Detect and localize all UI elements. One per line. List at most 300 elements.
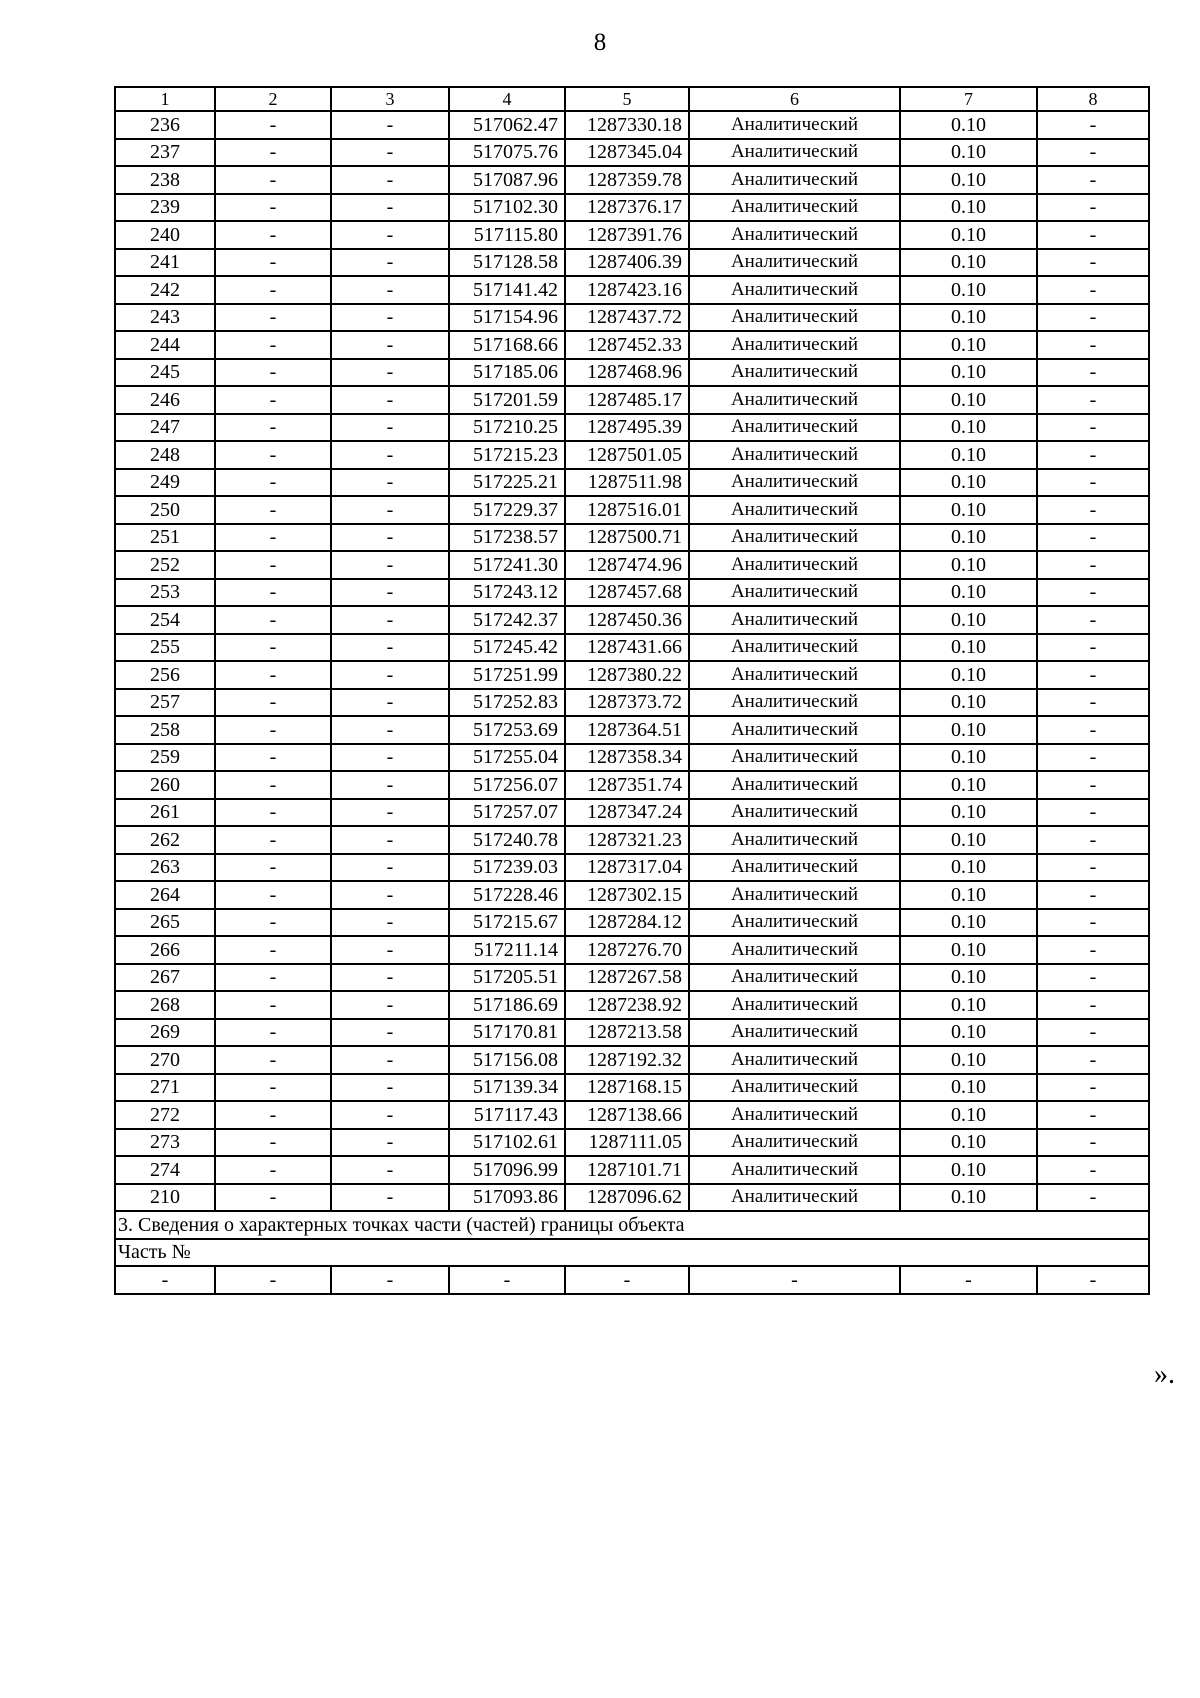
table-cell-x-coordinate: 517215.67 [449, 909, 565, 937]
table-cell-method: Аналитический [689, 414, 900, 442]
table-cell-x-coordinate: 517215.23 [449, 441, 565, 469]
section3-title-row [115, 1211, 1149, 1239]
table-cell-point-number: 261 [115, 799, 215, 827]
table-cell-method: Аналитический [689, 469, 900, 497]
table-cell-x-coordinate: 517241.30 [449, 551, 565, 579]
table-cell-x-coordinate: 517201.59 [449, 386, 565, 414]
table-cell-x-coordinate: 517205.51 [449, 964, 565, 992]
table-cell-cell: - [331, 744, 449, 772]
table-cell-cell: - [331, 1019, 449, 1047]
table-cell-point-number: 250 [115, 496, 215, 524]
table-cell-method: Аналитический [689, 881, 900, 909]
table-row [115, 359, 1149, 387]
table-cell-cell: - [331, 579, 449, 607]
table-cell-cell: - [331, 1129, 449, 1157]
table-cell-cell: - [1037, 661, 1149, 689]
table-cell-x-coordinate: 517093.86 [449, 1184, 565, 1212]
table-cell-method: Аналитический [689, 716, 900, 744]
table-cell-y-coordinate: 1287276.70 [565, 936, 689, 964]
table-cell-method: Аналитический [689, 386, 900, 414]
table-cell-cell: - [331, 1046, 449, 1074]
table-cell-x-coordinate: 517087.96 [449, 166, 565, 194]
table-row [115, 276, 1149, 304]
table-cell-method: Аналитический [689, 331, 900, 359]
table-cell: - [900, 1266, 1037, 1294]
table-cell: - [215, 1266, 331, 1294]
table-cell-cell: - [331, 386, 449, 414]
table-cell-point-number: 266 [115, 936, 215, 964]
table-row [115, 331, 1149, 359]
table-cell-cell: - [1037, 826, 1149, 854]
table-cell-accuracy: 0.10 [900, 716, 1037, 744]
table-cell-cell: - [331, 469, 449, 497]
table-cell-cell: - [215, 716, 331, 744]
table-cell: - [449, 1266, 565, 1294]
table-row [115, 771, 1149, 799]
table-cell-cell: - [331, 936, 449, 964]
table-cell-accuracy: 0.10 [900, 1074, 1037, 1102]
table-cell-method: Аналитический [689, 359, 900, 387]
table-cell-method: Аналитический [689, 634, 900, 662]
table-cell-cell: - [331, 304, 449, 332]
table-cell-method: Аналитический [689, 166, 900, 194]
table-cell-y-coordinate: 1287380.22 [565, 661, 689, 689]
table-cell-x-coordinate: 517242.37 [449, 606, 565, 634]
table-cell-y-coordinate: 1287431.66 [565, 634, 689, 662]
table-cell-accuracy: 0.10 [900, 1156, 1037, 1184]
table-row [115, 441, 1149, 469]
table-cell-x-coordinate: 517185.06 [449, 359, 565, 387]
table-cell-cell: - [331, 1156, 449, 1184]
table-row [115, 194, 1149, 222]
table-cell-method: Аналитический [689, 249, 900, 277]
table-row [115, 826, 1149, 854]
closing-quote-mark: ». [1154, 1359, 1175, 1390]
table-cell-x-coordinate: 517245.42 [449, 634, 565, 662]
table-row [115, 606, 1149, 634]
table-cell-y-coordinate: 1287423.16 [565, 276, 689, 304]
table-cell-point-number: 251 [115, 524, 215, 552]
table-cell-method: Аналитический [689, 579, 900, 607]
table-cell-point-number: 243 [115, 304, 215, 332]
table-cell-cell: - [1037, 689, 1149, 717]
table-cell-point-number: 259 [115, 744, 215, 772]
table-cell-point-number: 253 [115, 579, 215, 607]
table-cell-y-coordinate: 1287452.33 [565, 331, 689, 359]
table-cell-cell: - [215, 991, 331, 1019]
table-cell-accuracy: 0.10 [900, 221, 1037, 249]
table-cell-cell: - [1037, 936, 1149, 964]
table-cell-y-coordinate: 1287516.01 [565, 496, 689, 524]
table-cell-method: Аналитический [689, 524, 900, 552]
table-cell-y-coordinate: 1287359.78 [565, 166, 689, 194]
column-number-header-row [115, 87, 1149, 111]
table-cell-x-coordinate: 517238.57 [449, 524, 565, 552]
table-cell-point-number: 246 [115, 386, 215, 414]
table-cell-cell: - [215, 1019, 331, 1047]
table-row [115, 991, 1149, 1019]
table-cell-accuracy: 0.10 [900, 744, 1037, 772]
table-cell-x-coordinate: 517141.42 [449, 276, 565, 304]
part-number-label: Часть № [115, 1239, 1149, 1267]
table-body [115, 111, 1149, 1211]
table-row [115, 414, 1149, 442]
table-cell-x-coordinate: 517170.81 [449, 1019, 565, 1047]
table-cell-point-number: 255 [115, 634, 215, 662]
column-header: 5 [565, 87, 689, 111]
table-cell-y-coordinate: 1287457.68 [565, 579, 689, 607]
table-cell-cell: - [215, 854, 331, 882]
table-row [115, 496, 1149, 524]
table-cell-cell: - [1037, 854, 1149, 882]
table-cell-cell: - [1037, 359, 1149, 387]
part-number-row [115, 1239, 1149, 1267]
table-cell-cell: - [331, 799, 449, 827]
table-cell-cell: - [331, 551, 449, 579]
table-cell-point-number: 271 [115, 1074, 215, 1102]
table-cell-cell: - [331, 964, 449, 992]
table-cell-x-coordinate: 517210.25 [449, 414, 565, 442]
table-cell-cell: - [331, 524, 449, 552]
table-cell-cell: - [215, 249, 331, 277]
table-cell-method: Аналитический [689, 606, 900, 634]
table-cell-cell: - [1037, 744, 1149, 772]
table-cell-point-number: 241 [115, 249, 215, 277]
table-cell-accuracy: 0.10 [900, 1019, 1037, 1047]
table-cell-accuracy: 0.10 [900, 1101, 1037, 1129]
table-cell-method: Аналитический [689, 1019, 900, 1047]
table-cell-cell: - [331, 139, 449, 167]
table-cell-y-coordinate: 1287238.92 [565, 991, 689, 1019]
table-cell-cell: - [331, 1184, 449, 1212]
table-cell-method: Аналитический [689, 1046, 900, 1074]
table-cell-method: Аналитический [689, 744, 900, 772]
table-cell-cell: - [215, 166, 331, 194]
table-cell-cell: - [215, 111, 331, 139]
table-cell-accuracy: 0.10 [900, 496, 1037, 524]
table-cell-method: Аналитический [689, 991, 900, 1019]
table-cell-x-coordinate: 517240.78 [449, 826, 565, 854]
table-cell-point-number: 210 [115, 1184, 215, 1212]
table-cell-accuracy: 0.10 [900, 304, 1037, 332]
table-cell-cell: - [215, 139, 331, 167]
table-cell-method: Аналитический [689, 1184, 900, 1212]
table-cell-cell: - [215, 524, 331, 552]
table-cell: - [115, 1266, 215, 1294]
table-cell-point-number: 248 [115, 441, 215, 469]
section3-title: 3. Сведения о характерных точках части (частей) границы объекта [115, 1211, 1149, 1239]
table-cell-accuracy: 0.10 [900, 771, 1037, 799]
table-cell-y-coordinate: 1287511.98 [565, 469, 689, 497]
table-cell-x-coordinate: 517096.99 [449, 1156, 565, 1184]
table-cell-x-coordinate: 517257.07 [449, 799, 565, 827]
table-cell-cell: - [331, 111, 449, 139]
table-cell-accuracy: 0.10 [900, 194, 1037, 222]
table-cell-cell: - [1037, 606, 1149, 634]
table-cell-cell: - [1037, 496, 1149, 524]
table-cell-cell: - [215, 1101, 331, 1129]
table-cell-method: Аналитический [689, 496, 900, 524]
table-cell-method: Аналитический [689, 771, 900, 799]
table-cell-cell: - [1037, 1046, 1149, 1074]
table-cell-accuracy: 0.10 [900, 964, 1037, 992]
table-row [115, 166, 1149, 194]
table-cell-method: Аналитический [689, 111, 900, 139]
table-cell-method: Аналитический [689, 1156, 900, 1184]
table-cell-cell: - [331, 771, 449, 799]
table-cell-cell: - [331, 661, 449, 689]
table-row [115, 1074, 1149, 1102]
table-cell-method: Аналитический [689, 276, 900, 304]
table-cell-y-coordinate: 1287138.66 [565, 1101, 689, 1129]
table-cell-x-coordinate: 517243.12 [449, 579, 565, 607]
table-cell-cell: - [331, 854, 449, 882]
table-cell-y-coordinate: 1287101.71 [565, 1156, 689, 1184]
column-header: 1 [115, 87, 215, 111]
table-cell-y-coordinate: 1287373.72 [565, 689, 689, 717]
table-cell-point-number: 268 [115, 991, 215, 1019]
column-header: 7 [900, 87, 1037, 111]
table-cell-point-number: 244 [115, 331, 215, 359]
table-cell-accuracy: 0.10 [900, 826, 1037, 854]
table-cell-cell: - [1037, 221, 1149, 249]
table-cell-cell: - [1037, 524, 1149, 552]
table-cell-accuracy: 0.10 [900, 276, 1037, 304]
table-row [115, 469, 1149, 497]
table-cell-point-number: 270 [115, 1046, 215, 1074]
table-cell-accuracy: 0.10 [900, 881, 1037, 909]
table-cell-accuracy: 0.10 [900, 909, 1037, 937]
table-cell-x-coordinate: 517228.46 [449, 881, 565, 909]
table-cell-x-coordinate: 517239.03 [449, 854, 565, 882]
table-row [115, 551, 1149, 579]
table-cell-cell: - [331, 826, 449, 854]
table-cell-cell: - [215, 1156, 331, 1184]
table-cell: - [331, 1266, 449, 1294]
table-cell-cell: - [1037, 909, 1149, 937]
table-row [115, 579, 1149, 607]
table-cell-cell: - [1037, 991, 1149, 1019]
table-cell-x-coordinate: 517229.37 [449, 496, 565, 524]
table-cell-cell: - [1037, 276, 1149, 304]
table-cell-method: Аналитический [689, 964, 900, 992]
table-cell-cell: - [1037, 194, 1149, 222]
table-cell-cell: - [1037, 1019, 1149, 1047]
table-row [115, 799, 1149, 827]
table-cell-cell: - [215, 331, 331, 359]
table-cell-method: Аналитический [689, 551, 900, 579]
table-cell-point-number: 242 [115, 276, 215, 304]
table-cell-y-coordinate: 1287347.24 [565, 799, 689, 827]
table-cell-cell: - [215, 276, 331, 304]
table-cell-point-number: 260 [115, 771, 215, 799]
table-cell-cell: - [1037, 166, 1149, 194]
table-cell-accuracy: 0.10 [900, 936, 1037, 964]
table-cell-y-coordinate: 1287468.96 [565, 359, 689, 387]
table-cell-accuracy: 0.10 [900, 249, 1037, 277]
table-cell-cell: - [215, 909, 331, 937]
table-cell-point-number: 265 [115, 909, 215, 937]
empty-part-row [115, 1266, 1149, 1294]
table-cell-cell: - [1037, 304, 1149, 332]
table-cell-cell: - [1037, 441, 1149, 469]
table-cell-cell: - [215, 579, 331, 607]
table-cell-cell: - [331, 441, 449, 469]
table-row [115, 1019, 1149, 1047]
table-cell-cell: - [331, 716, 449, 744]
table-cell-accuracy: 0.10 [900, 606, 1037, 634]
table-cell-accuracy: 0.10 [900, 579, 1037, 607]
table-cell-cell: - [1037, 249, 1149, 277]
table-cell-x-coordinate: 517156.08 [449, 1046, 565, 1074]
table-row [115, 634, 1149, 662]
table-cell-cell: - [1037, 771, 1149, 799]
table-row [115, 1129, 1149, 1157]
table-cell-method: Аналитический [689, 909, 900, 937]
table-cell-cell: - [1037, 799, 1149, 827]
table-cell-cell: - [215, 221, 331, 249]
table-cell-point-number: 263 [115, 854, 215, 882]
table-cell-cell: - [1037, 414, 1149, 442]
table-cell-point-number: 256 [115, 661, 215, 689]
table-row [115, 744, 1149, 772]
table-cell-point-number: 238 [115, 166, 215, 194]
table-cell-accuracy: 0.10 [900, 524, 1037, 552]
table-cell-y-coordinate: 1287376.17 [565, 194, 689, 222]
table-cell-method: Аналитический [689, 441, 900, 469]
table-cell-cell: - [1037, 1101, 1149, 1129]
table-cell-cell: - [215, 359, 331, 387]
column-header: 6 [689, 87, 900, 111]
table-cell-method: Аналитический [689, 221, 900, 249]
table-row [115, 936, 1149, 964]
table-cell-x-coordinate: 517128.58 [449, 249, 565, 277]
table-row [115, 1046, 1149, 1074]
table-row [115, 386, 1149, 414]
coordinates-table [114, 86, 1150, 1295]
table-cell-point-number: 237 [115, 139, 215, 167]
table-cell-x-coordinate: 517062.47 [449, 111, 565, 139]
table-cell-accuracy: 0.10 [900, 661, 1037, 689]
table-cell-point-number: 254 [115, 606, 215, 634]
table-cell-point-number: 249 [115, 469, 215, 497]
table-cell-cell: - [331, 166, 449, 194]
column-header: 4 [449, 87, 565, 111]
table-cell-point-number: 240 [115, 221, 215, 249]
table-row [115, 1101, 1149, 1129]
table-cell-y-coordinate: 1287267.58 [565, 964, 689, 992]
table-cell-cell: - [331, 276, 449, 304]
table-row [115, 304, 1149, 332]
table-cell-x-coordinate: 517139.34 [449, 1074, 565, 1102]
table-cell-point-number: 264 [115, 881, 215, 909]
table-cell-y-coordinate: 1287501.05 [565, 441, 689, 469]
table-cell-cell: - [215, 496, 331, 524]
table-cell-x-coordinate: 517102.61 [449, 1129, 565, 1157]
table-cell-x-coordinate: 517154.96 [449, 304, 565, 332]
table-cell-accuracy: 0.10 [900, 689, 1037, 717]
table-cell-method: Аналитический [689, 1101, 900, 1129]
table-row [115, 881, 1149, 909]
table-cell-cell: - [331, 414, 449, 442]
table-cell-cell: - [331, 249, 449, 277]
table-cell-method: Аналитический [689, 689, 900, 717]
page-number: 8 [593, 29, 607, 56]
table-row [115, 854, 1149, 882]
table-cell-y-coordinate: 1287500.71 [565, 524, 689, 552]
table-cell-point-number: 269 [115, 1019, 215, 1047]
table-cell-cell: - [215, 1184, 331, 1212]
column-header: 3 [331, 87, 449, 111]
table-cell-accuracy: 0.10 [900, 441, 1037, 469]
table-cell-accuracy: 0.10 [900, 386, 1037, 414]
table-cell-cell: - [1037, 331, 1149, 359]
table-cell-method: Аналитический [689, 1074, 900, 1102]
table-cell-y-coordinate: 1287213.58 [565, 1019, 689, 1047]
table-cell-point-number: 252 [115, 551, 215, 579]
table-cell-cell: - [1037, 881, 1149, 909]
table-cell-x-coordinate: 517251.99 [449, 661, 565, 689]
column-header: 2 [215, 87, 331, 111]
table-row [115, 909, 1149, 937]
table-cell-method: Аналитический [689, 661, 900, 689]
table-cell-y-coordinate: 1287351.74 [565, 771, 689, 799]
table-cell-cell: - [1037, 139, 1149, 167]
table-cell-accuracy: 0.10 [900, 1184, 1037, 1212]
table-cell-y-coordinate: 1287485.17 [565, 386, 689, 414]
table-cell-cell: - [331, 909, 449, 937]
table-cell-y-coordinate: 1287406.39 [565, 249, 689, 277]
table-cell-x-coordinate: 517186.69 [449, 991, 565, 1019]
table-cell-x-coordinate: 517075.76 [449, 139, 565, 167]
table-cell-y-coordinate: 1287111.05 [565, 1129, 689, 1157]
table-cell-x-coordinate: 517211.14 [449, 936, 565, 964]
table-cell-method: Аналитический [689, 826, 900, 854]
table-cell-point-number: 247 [115, 414, 215, 442]
table-row [115, 249, 1149, 277]
table-cell-cell: - [215, 634, 331, 662]
table-cell-y-coordinate: 1287168.15 [565, 1074, 689, 1102]
table-cell-cell: - [215, 304, 331, 332]
table-cell-cell: - [215, 1046, 331, 1074]
table-cell-cell: - [331, 331, 449, 359]
table-cell-accuracy: 0.10 [900, 1129, 1037, 1157]
table-cell-cell: - [215, 551, 331, 579]
table-cell-cell: - [1037, 386, 1149, 414]
table-cell-cell: - [1037, 551, 1149, 579]
table-cell-cell: - [1037, 1129, 1149, 1157]
table-cell-cell: - [215, 689, 331, 717]
table-cell-accuracy: 0.10 [900, 166, 1037, 194]
table-cell: - [689, 1266, 900, 1294]
table-cell-cell: - [215, 1129, 331, 1157]
table-cell: - [1037, 1266, 1149, 1294]
table-row [115, 661, 1149, 689]
table-cell-cell: - [1037, 964, 1149, 992]
table-cell-x-coordinate: 517225.21 [449, 469, 565, 497]
table-cell-y-coordinate: 1287317.04 [565, 854, 689, 882]
table-cell-cell: - [215, 964, 331, 992]
table-cell-y-coordinate: 1287358.34 [565, 744, 689, 772]
table-cell-y-coordinate: 1287391.76 [565, 221, 689, 249]
table-cell-x-coordinate: 517117.43 [449, 1101, 565, 1129]
table-cell-cell: - [215, 771, 331, 799]
table-cell-cell: - [331, 606, 449, 634]
table-row [115, 1184, 1149, 1212]
table-cell-accuracy: 0.10 [900, 359, 1037, 387]
table-cell-y-coordinate: 1287364.51 [565, 716, 689, 744]
table-cell-x-coordinate: 517252.83 [449, 689, 565, 717]
